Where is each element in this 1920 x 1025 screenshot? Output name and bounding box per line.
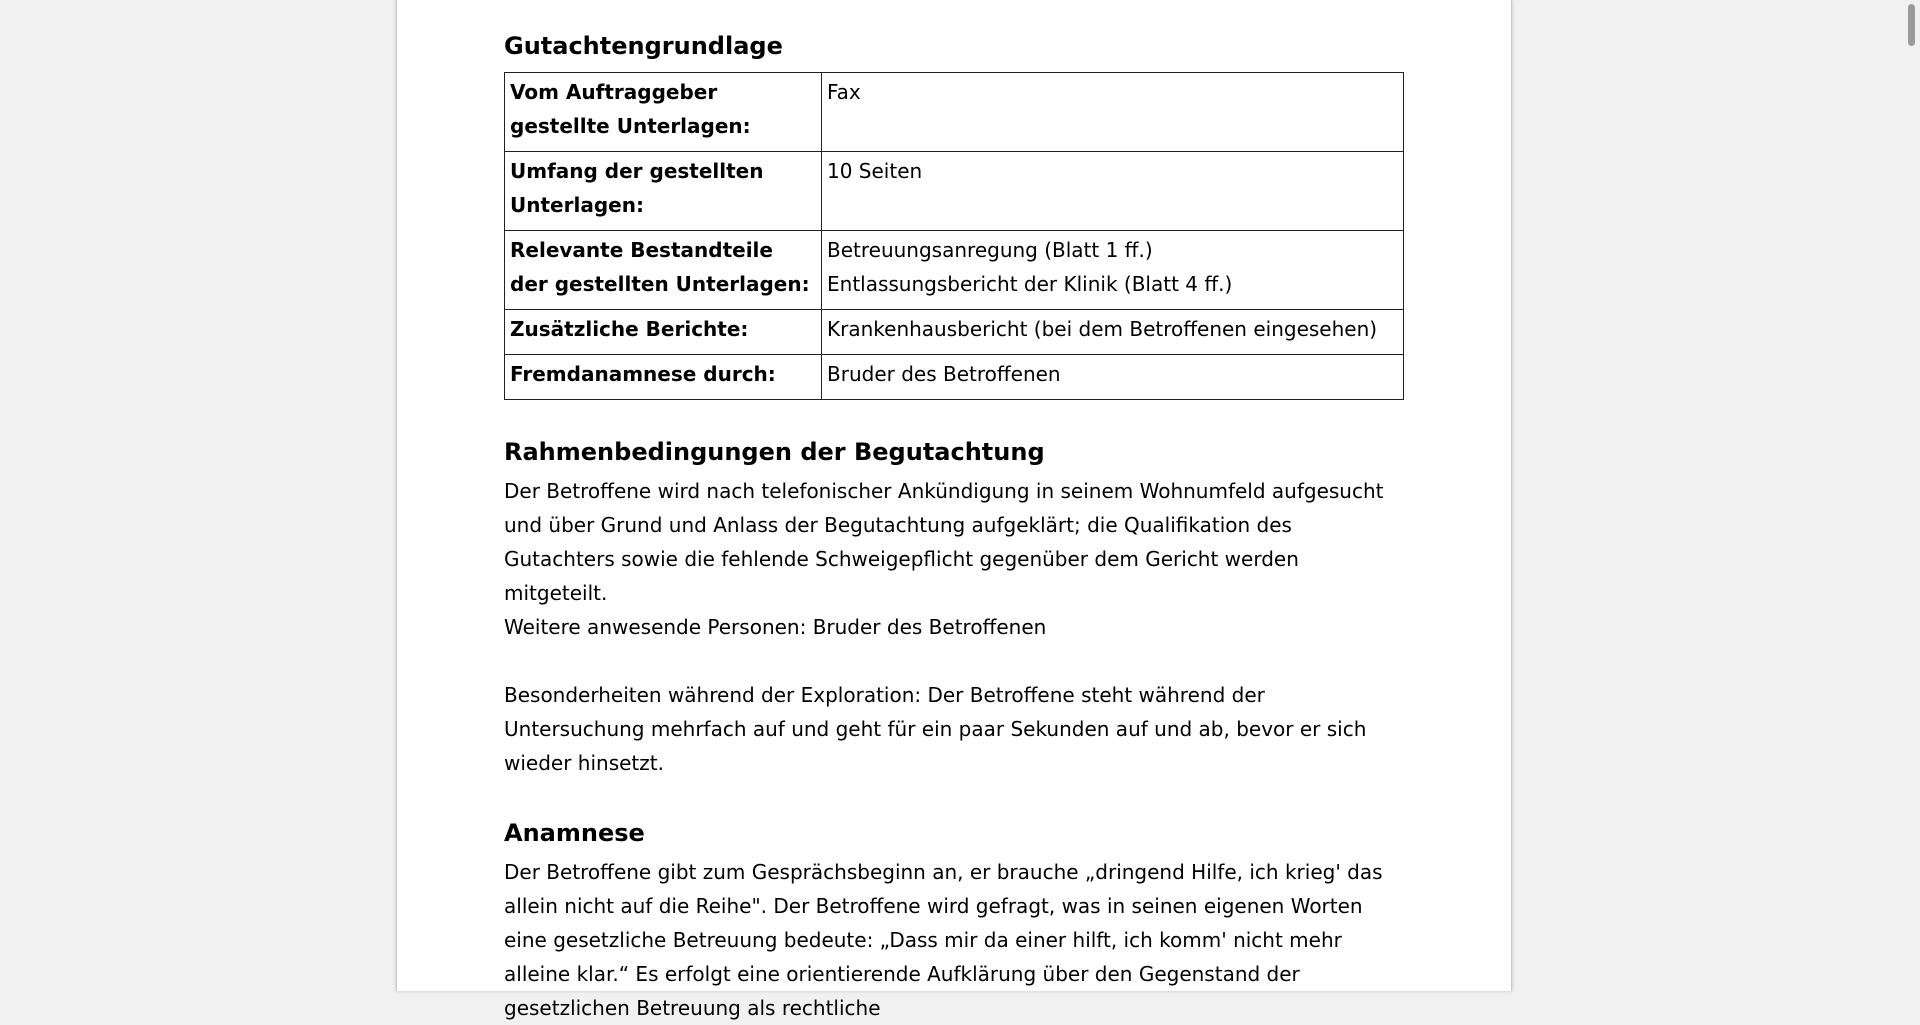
document-page: [396, 0, 1512, 1020]
table-row: [505, 152, 1404, 231]
heading-rahmenbedingungen: Rahmenbedingungen der Begutachtung: [504, 438, 1045, 466]
row-label: Umfang der gestellten Unterlagen:: [505, 152, 822, 231]
row-label: Fremdanamnese durch:: [505, 355, 822, 400]
row-value: [822, 355, 1404, 400]
row-value: [822, 231, 1404, 310]
row-value: [822, 73, 1404, 152]
row-label: Vom Auftraggeber gestellte Unterlagen:: [505, 73, 822, 152]
row-value: [822, 310, 1404, 355]
heading-anamnese: Anamnese: [504, 819, 645, 847]
table-row: [505, 73, 1404, 152]
table-row: [505, 231, 1404, 310]
paragraph-rahmen-intro: Der Betroffene wird nach telefonischer Ankündigung in seinem Wohnumfeld aufgesucht und über Grund und Anlass der Begutachtung aufgeklärt; die Qualifikation des Gutachters sowie die fehlende Schweigepflicht gegenüber dem Gericht werden mitgeteilt.: [504, 479, 1384, 605]
paragraph-anwesende-personen: Weitere anwesende Personen: Bruder des Betroffenen: [504, 615, 1047, 639]
paragraph-besonderheiten: Besonderheiten während der Exploration: Der Betroffene steht während der Untersuchung mehrfach auf und geht für ein paar Sekunden auf und ab, bevor er sich wieder hinsetzt.: [504, 683, 1367, 775]
value-line: Krankenhausbericht (bei dem Betroffenen eingesehen): [827, 317, 1378, 341]
paragraph-anamnese: Der Betroffene gibt zum Gesprächsbeginn an, er brauche „dringend Hilfe, ich krieg' das allein nicht auf die Reihe". Der Betroffene wird gefragt, was in seinen eigenen Worten eine gesetzliche Betreuung bedeute: „Dass mir da einer hilft, ich komm' nicht mehr alleine klar.“ Es erfolgt eine orientierende Aufklärung über den Gegenstand der gesetzlichen Betreuung als rechtliche: [504, 860, 1383, 1020]
value-line: 10 Seiten: [827, 159, 923, 183]
row-value: [822, 152, 1404, 231]
row-label: Relevante Bestandteile der gestellten Unterlagen:: [505, 231, 822, 310]
table-row: [505, 355, 1404, 400]
row-label: Zusätzliche Berichte:: [505, 310, 822, 355]
value-line: Bruder des Betroffenen: [827, 362, 1061, 386]
heading-gutachtengrundlage: Gutachtengrundlage: [504, 32, 783, 60]
vertical-scrollbar[interactable]: [1903, 0, 1920, 991]
basis-table: [504, 72, 1404, 400]
table-row: [505, 310, 1404, 355]
value-line: Entlassungsbericht der Klinik (Blatt 4 ff.): [827, 272, 1233, 296]
value-line: Betreuungsanregung (Blatt 1 ff.): [827, 238, 1153, 262]
scrollbar-thumb[interactable]: [1908, 4, 1915, 46]
value-line: Fax: [827, 80, 861, 104]
